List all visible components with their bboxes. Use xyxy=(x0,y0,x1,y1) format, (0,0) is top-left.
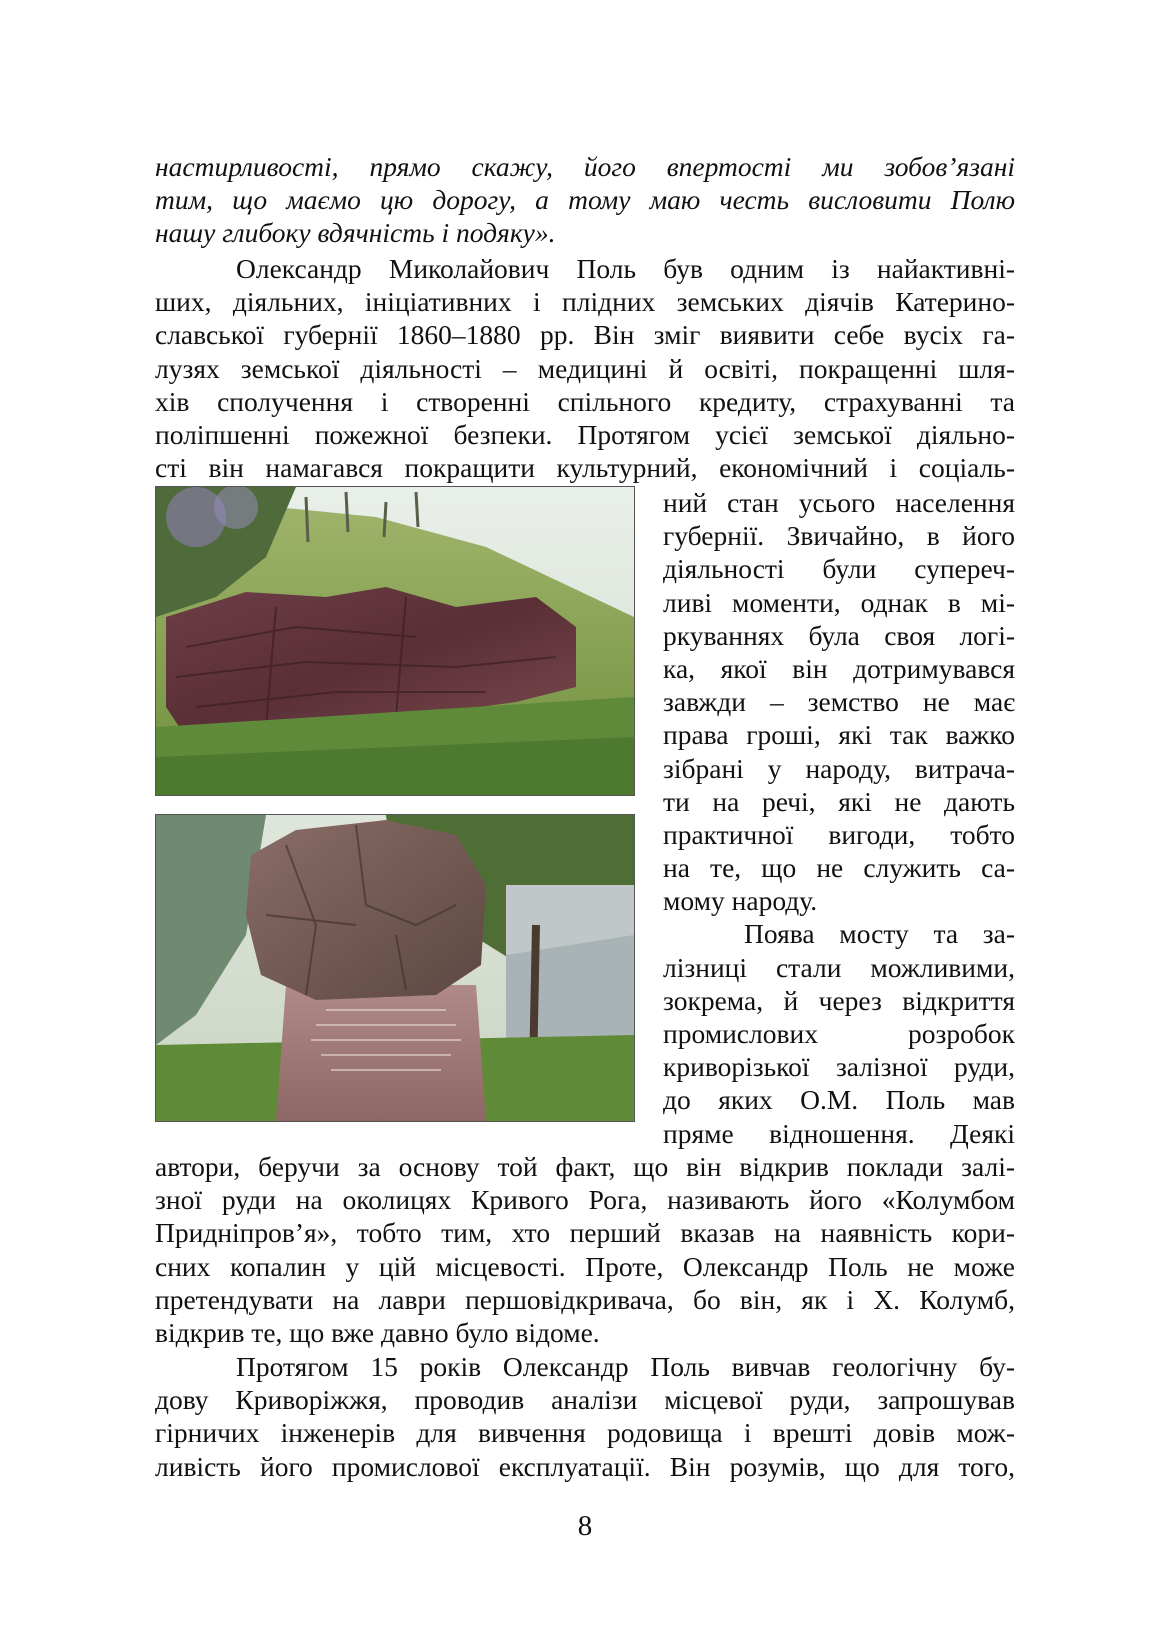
text-line: практичної вигоди, тобто xyxy=(663,818,1015,850)
text-line: тим, що маємо цю дорогу, а тому маю честь висловити Полю xyxy=(155,184,1015,216)
text-line: мому народу. xyxy=(663,885,818,917)
text-line: лузях земської діяльності – медицині й освіті, покращенні шля- xyxy=(155,352,1015,384)
text-line: криворізької залізної руди, xyxy=(663,1051,1015,1083)
text-line: права гроші, які так важко xyxy=(663,719,1015,751)
text-line: пряме відношення. Деякі xyxy=(663,1117,1015,1149)
text-line: до яких О.М. Поль мав xyxy=(663,1084,1015,1116)
text-line: діяльності були супереч- xyxy=(663,553,1015,585)
text-line: лізниці стали можливими, xyxy=(663,951,1015,983)
paragraph-1 xyxy=(155,252,1015,484)
text-line: Протягом 15 років Олександр Поль вивчав геологічну бу- xyxy=(236,1351,1015,1382)
quote-block xyxy=(155,150,1015,250)
text-line: ших, діяльних, ініціативних і плідних земських діячів Катерино- xyxy=(155,286,1015,318)
text-line: зокрема, й через відкриття xyxy=(663,984,1015,1016)
text-line: гірничих інженерів для вивчення родовища і врешті довів мож- xyxy=(155,1417,1015,1449)
text-line: настирливості, прямо скажу, його впертості ми зобов’язані xyxy=(155,151,1015,182)
page-number: 8 xyxy=(577,1510,593,1542)
text-line: ркуваннях була своя логі- xyxy=(663,619,1015,651)
text-line: на те, що не служить са- xyxy=(663,852,1015,884)
photo-rock-outcrop xyxy=(155,486,635,796)
text-line: хів сполучення і створенні спільного кредиту, страхуванні та xyxy=(155,385,1015,417)
text-line: автори, беручи за основу той факт, що він відкрив поклади залі- xyxy=(155,1151,1015,1182)
wrapped-column xyxy=(663,486,1015,1150)
text-line: промислових розробок xyxy=(663,1018,1015,1049)
text-line: претендувати на лаври першовідкривача, бо він, як і Х. Колумб, xyxy=(155,1283,1015,1315)
text-line: завжди – земство не має xyxy=(663,686,1015,718)
text-line: поліпшенні пожежної безпеки. Протягом усієї земської діяльно- xyxy=(155,418,1015,450)
text-line: дову Криворіжжя, проводив аналізи місцевої руди, запрошував xyxy=(155,1384,1015,1416)
paragraph-3 xyxy=(155,1350,1015,1483)
paragraph-2 xyxy=(155,1150,1015,1349)
text-line: Олександр Миколайович Поль був одним із найактивні- xyxy=(236,253,1015,284)
text-line: зібрані у народу, витрача- xyxy=(663,752,1015,784)
text-line: відкрив те, що вже давно було відоме. xyxy=(155,1316,600,1348)
text-line: губернії. Звичайно, в його xyxy=(663,520,1015,552)
text-line: ка, якої він дотримувався xyxy=(663,652,1015,684)
monument-photo-icon xyxy=(156,815,634,1121)
text-line: сті він намагався покращити культурний, економічний і соціаль- xyxy=(155,452,1015,484)
text-line: ливість його промислової експлуатації. Він розумів, що для того, xyxy=(155,1450,1015,1482)
landscape-photo-icon xyxy=(156,487,634,795)
photo-memorial-stone xyxy=(155,814,635,1122)
text-line: славської губернії 1860–1880 рр. Він зміг виявити себе вусіх га- xyxy=(155,319,1015,351)
text-line: Поява мосту та за- xyxy=(744,918,1015,950)
text-line: ний стан усього населення xyxy=(663,487,1015,518)
text-line: сних копалин у цій місцевості. Проте, Олександр Поль не може xyxy=(155,1250,1015,1282)
text-line: ливі моменти, однак в мі- xyxy=(663,586,1015,618)
text-line: зної руди на околицях Кривого Рога, називають його «Колумбом xyxy=(155,1184,1015,1216)
text-line: нашу глибоку вдячність і подяку». xyxy=(155,217,556,249)
text-line: Придніпров’я», тобто тим, хто перший вказав на наявність кори- xyxy=(155,1217,1015,1249)
text-line: ти на речі, які не дають xyxy=(663,785,1015,817)
